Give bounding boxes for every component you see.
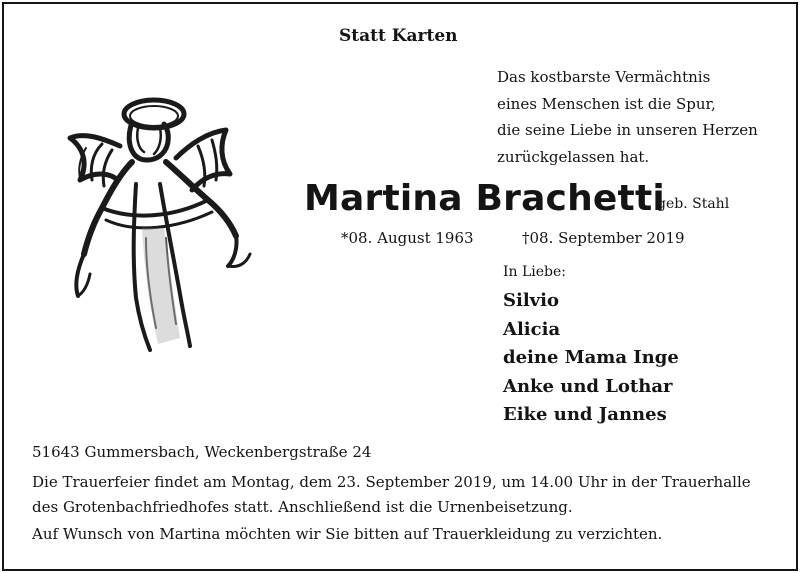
poem-line: die seine Liebe in unseren Herzen	[497, 121, 758, 139]
maiden-name: geb. Stahl	[657, 196, 730, 212]
mourners-intro: In Liebe:	[503, 264, 567, 280]
service-line: Die Trauerfeier findet am Montag, dem 23. September 2019, um 14.00 Uhr in der Trauerhalle	[32, 473, 751, 491]
angel-icon	[62, 88, 252, 353]
death-date: †08. September 2019	[522, 229, 685, 247]
poem	[497, 64, 787, 170]
funeral-service-info	[32, 470, 792, 520]
heading: Statt Karten	[339, 26, 458, 46]
dress-code-note: Auf Wunsch von Martina möchten wir Sie bitten auf Trauerkleidung zu verzichten.	[32, 525, 663, 543]
birth-date: *08. August 1963	[341, 229, 474, 247]
deceased-name: Martina Brachetti	[304, 178, 665, 219]
mourner-name: deine Mama Inge	[503, 347, 679, 368]
address: 51643 Gummersbach, Weckenbergstraße 24	[32, 443, 372, 461]
poem-line: zurückgelassen hat.	[497, 147, 650, 166]
service-line: des Grotenbachfriedhofes statt. Anschließend ist die Urnenbeisetzung.	[32, 498, 573, 516]
mourner-name: Silvio	[503, 290, 559, 311]
mourners-list	[503, 287, 793, 430]
poem-line: eines Menschen ist die Spur,	[497, 94, 716, 113]
mourner-name: Alicia	[503, 318, 561, 340]
mourner-name: Anke und Lothar	[503, 375, 673, 397]
mourner-name: Eike und Jannes	[503, 404, 667, 425]
poem-line: Das kostbarste Vermächtnis	[497, 68, 711, 86]
